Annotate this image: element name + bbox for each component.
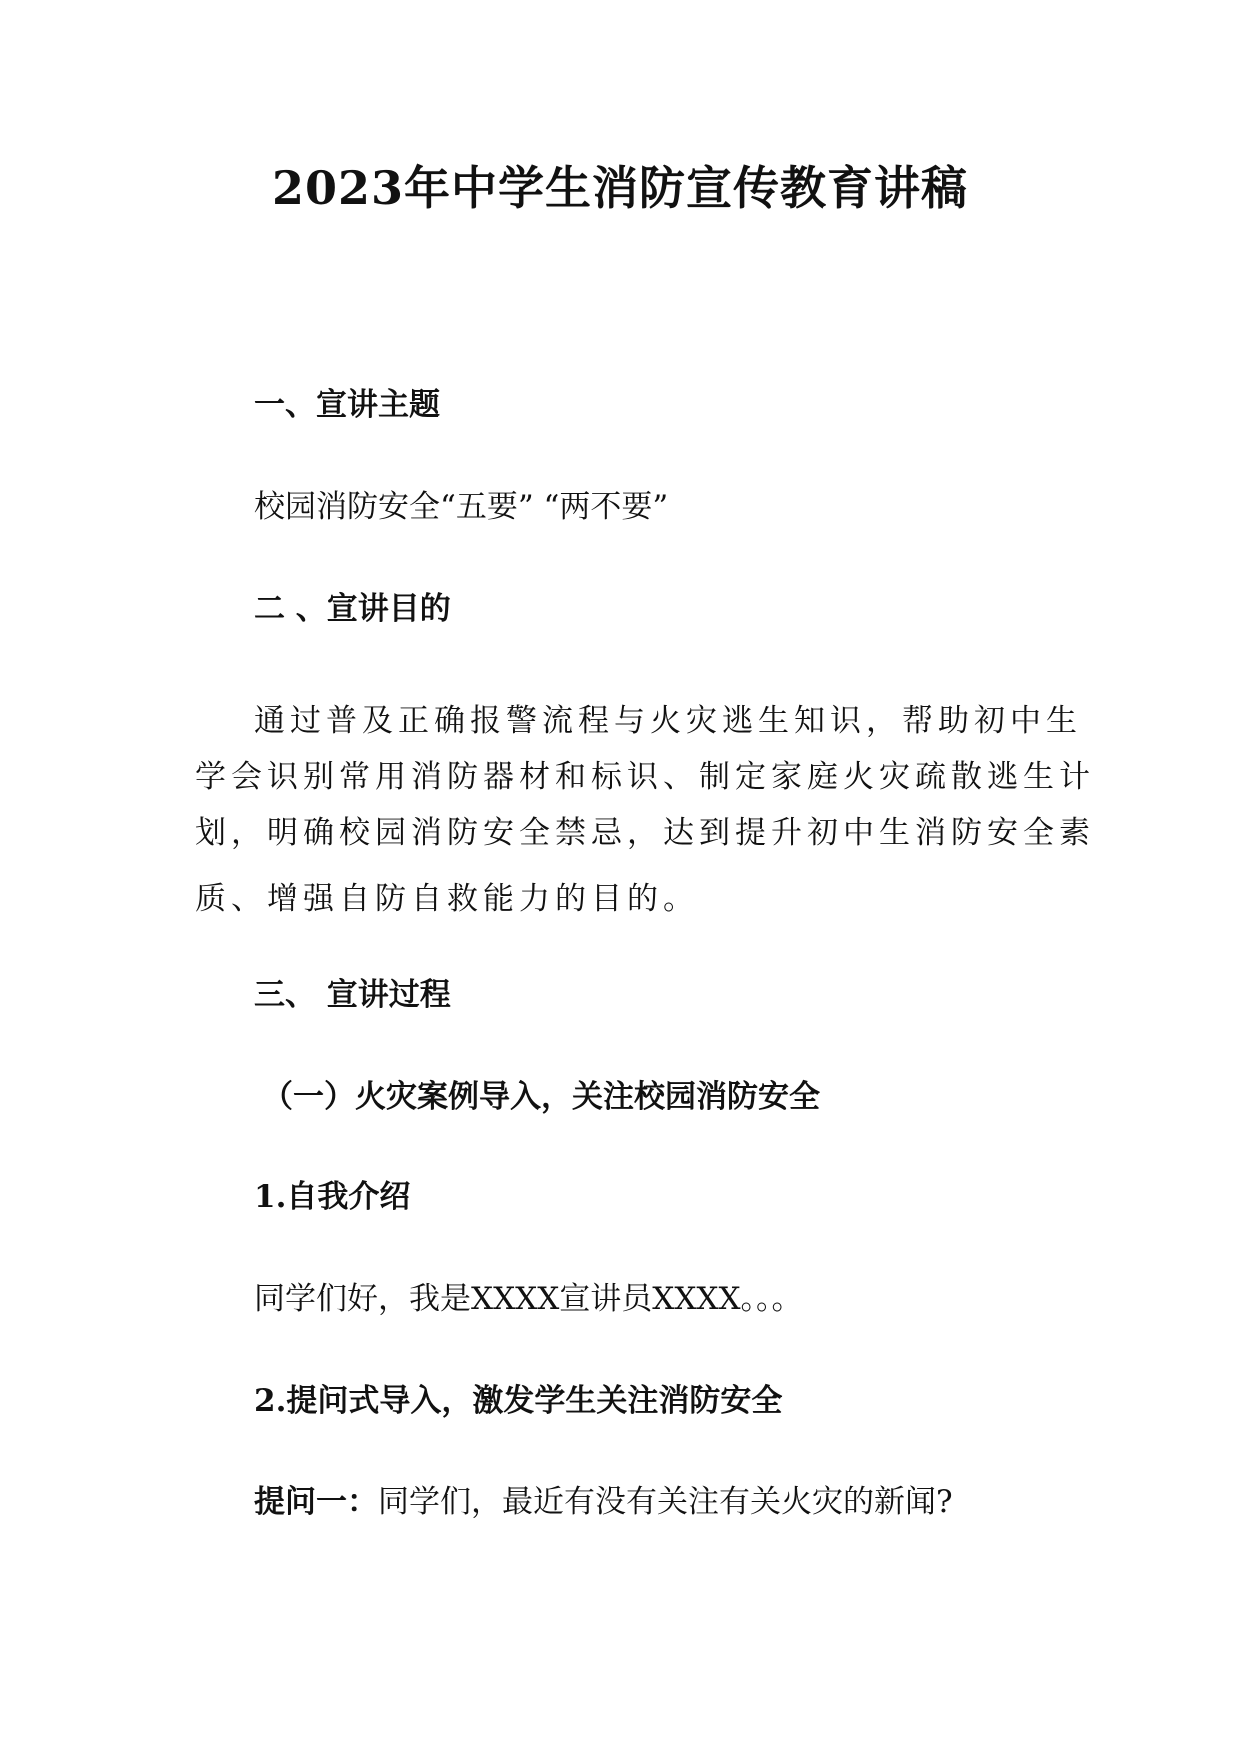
subsection-heading-question: 2.提问式导入，激发学生关注消防安全 <box>254 1383 783 1419</box>
section-heading-process: 三、 宣讲过程 <box>254 977 451 1013</box>
section-heading-purpose: 二 、宣讲目的 <box>254 591 451 627</box>
question-label: 提问一： <box>254 1484 378 1520</box>
section-heading-theme: 一、宣讲主题 <box>254 387 440 423</box>
question-line <box>254 1482 953 1522</box>
intro-text: 同学们好，我是XXXX宣讲员XXXX。。。 <box>254 1281 803 1317</box>
subsection-heading-intro: 1.自我介绍 <box>254 1179 411 1215</box>
paragraph-line: 划，明确校园消防安全禁忌，达到提升初中生消防安全素 <box>195 815 1095 851</box>
document-title: 2023年中学生消防宣传教育讲稿 <box>271 161 969 215</box>
subsection-heading-case: （一）火灾案例导入，关注校园消防安全 <box>262 1079 820 1115</box>
question-text: 同学们，最近有没有关注有关火灾的新闻? <box>378 1484 953 1520</box>
paragraph-line: 通过普及正确报警流程与火灾逃生知识，帮助初中生 <box>254 703 1082 739</box>
purpose-paragraph <box>195 693 1095 927</box>
paragraph-line: 质、增强自防自救能力的目的。 <box>195 881 699 917</box>
paragraph-line: 学会识别常用消防器材和标识、制定家庭火灾疏散逃生计 <box>195 759 1095 795</box>
theme-text: 校园消防安全“五要” “两不要” <box>254 489 669 525</box>
